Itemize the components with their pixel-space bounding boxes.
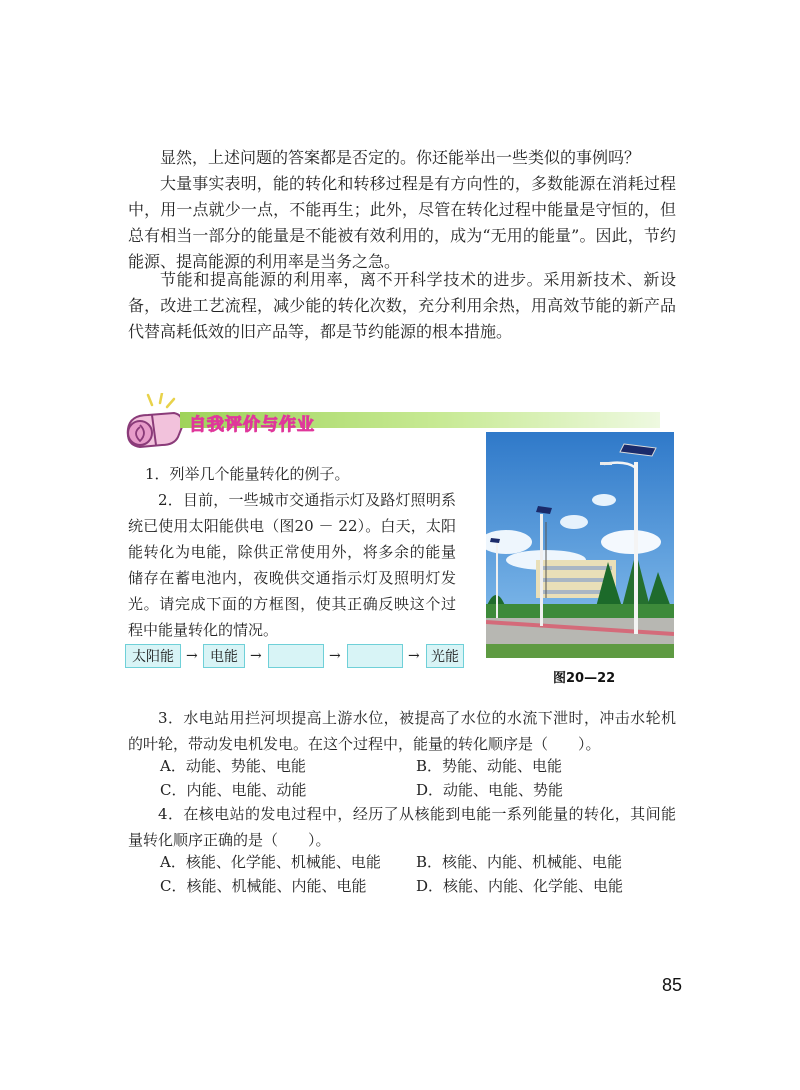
question-1: 1．列举几个能量转化的例子。	[145, 465, 350, 483]
flow-arrow: →	[250, 648, 262, 664]
flow-arrow: →	[329, 648, 341, 664]
scroll-icon	[118, 393, 188, 455]
flow-box-electric-energy: 电能	[203, 644, 245, 668]
q3-option-b[interactable]: B．势能、动能、电能	[416, 757, 563, 775]
flow-arrow: →	[408, 648, 420, 664]
q4-option-a[interactable]: A．核能、化学能、机械能、电能	[160, 853, 381, 871]
paragraph-2: 大量事实表明，能的转化和转移过程是有方向性的，多数能源在消耗过程中，用一点就少一点，不能再生；此外，尽管在转化过程中能量是守恒的，但总有相当一部分的能量是不能被有效利用的，成为“无用的能量”。因此，节约能源、提高能源的利用率是当务之急。	[128, 174, 676, 271]
solar-streetlight-photo	[486, 432, 674, 658]
q4-option-b[interactable]: B．核能、内能、机械能、电能	[416, 853, 623, 871]
question-3: 3．水电站用拦河坝提高上游水位，被提高了水位的水流下泄时，冲击水轮机的叶轮，带动发电机发电。在这个过程中，能量的转化顺序是（ ）。	[128, 709, 676, 753]
section-title: 自我评价与作业	[189, 415, 315, 435]
flow-box-blank-1[interactable]	[268, 644, 324, 668]
paragraph-1: 显然，上述问题的答案都是否定的。你还能举出一些类似的事例吗？	[160, 148, 641, 167]
question-4: 4．在核电站的发电过程中，经历了从核能到电能一系列能量的转化，其间能量转化顺序正确的是（ ）。	[128, 805, 676, 849]
paragraph-3: 节能和提高能源的利用率，离不开科学技术的进步。采用新技术、新设备，改进工艺流程，减少能的转化次数，充分利用余热，用高效节能的新产品代替高耗低效的旧产品等，都是节约能源的根本措施。	[128, 270, 676, 341]
figure-caption: 图20—22	[553, 671, 616, 686]
q3-option-a[interactable]: A．动能、势能、电能	[160, 757, 306, 775]
flow-box-solar-energy: 太阳能	[125, 644, 181, 668]
q4-option-c[interactable]: C．核能、机械能、内能、电能	[160, 877, 367, 895]
q3-option-d[interactable]: D．动能、电能、势能	[416, 781, 564, 799]
q4-option-d[interactable]: D．核能、内能、化学能、电能	[416, 877, 624, 895]
flow-box-blank-2[interactable]	[347, 644, 403, 668]
page-number: 85	[662, 975, 683, 995]
flow-box-light-energy: 光能	[426, 644, 464, 668]
q3-option-c[interactable]: C．内能、电能、动能	[160, 781, 307, 799]
question-2: 2．目前，一些城市交通指示灯及路灯照明系统已使用太阳能供电（图20 － 22）。白天，太阳能转化为电能，除供正常使用外，将多余的能量储存在蓄电池内，夜晚供交通指示灯及照明灯发光。请完成下面的方框图，使其正确反映这个过程中能量转化的情况。	[128, 491, 456, 639]
flow-arrow: →	[186, 648, 198, 664]
